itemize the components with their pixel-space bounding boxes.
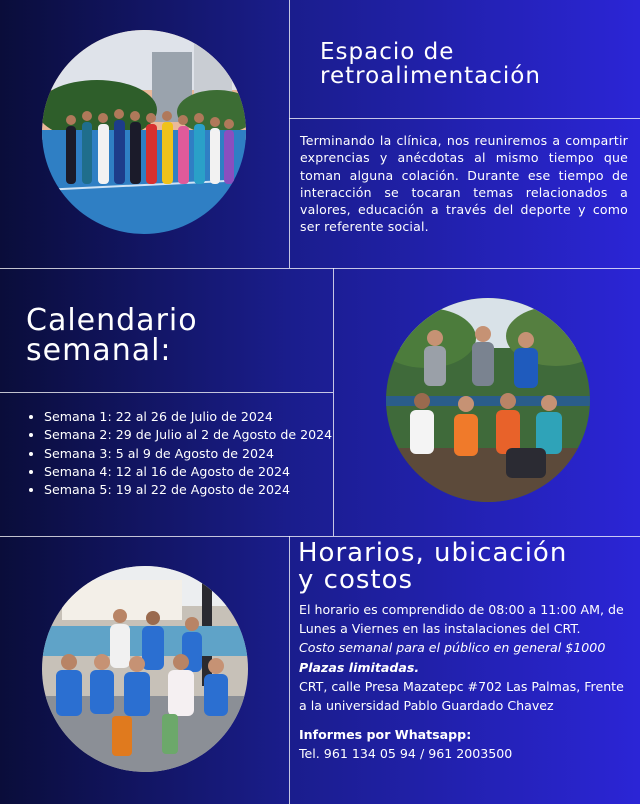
cost-text: Costo semanal para el público en general $1000 bbox=[299, 640, 606, 656]
feedback-title bbox=[320, 40, 620, 88]
divider-section-1 bbox=[0, 268, 640, 269]
info-title-line2: y costos bbox=[298, 565, 414, 596]
spacer bbox=[299, 715, 635, 725]
contact-label: Informes por Whatsapp: bbox=[299, 727, 472, 743]
week-item: • Semana 3: 5 al 9 de Agosto de 2024 bbox=[44, 445, 334, 463]
info-title-line1: Horarios, ubicación bbox=[298, 538, 568, 568]
feedback-title-line2: retroalimentación bbox=[320, 63, 541, 90]
divider-vertical-bottom bbox=[289, 536, 290, 804]
feedback-description: Terminando la clínica, nos reuniremos a compartir exprencias y anécdotas al mismo tiempo que toman alguna colación. Durante ese tiempo de interacción se tocaran temas relacionados a valores, educación a través del deporte y como ser referente social. bbox=[300, 133, 628, 235]
coaches-players-photo bbox=[386, 298, 590, 502]
schedule-text: El horario es comprendido de 08:00 a 11:00 AM, de Lunes a Viernes en las instalaciones del CRT. bbox=[299, 602, 624, 637]
calendar-title bbox=[26, 303, 286, 368]
divider-vertical-top bbox=[289, 0, 290, 268]
calendar-title-line1: Calendario bbox=[26, 303, 198, 338]
week-item: • Semana 1: 22 al 26 de Julio de 2024 bbox=[44, 408, 334, 426]
address-text: CRT, calle Presa Mazatepc #702 Las Palmas, Frente a la universidad Pablo Guardado Chavez bbox=[299, 678, 624, 714]
week-list bbox=[26, 408, 334, 499]
limited-spots-text: Plazas limitadas. bbox=[299, 659, 420, 675]
calendar-title-line2: semanal: bbox=[26, 333, 172, 368]
info-title bbox=[298, 540, 638, 595]
divider-title-calendar bbox=[0, 392, 333, 393]
players-group-photo bbox=[42, 566, 248, 772]
week-item: • Semana 4: 12 al 16 de Agosto de 2024 bbox=[44, 463, 334, 481]
week-item: • Semana 2: 29 de Julio al 2 de Agosto de 2024 bbox=[44, 426, 334, 444]
week-item: • Semana 5: 19 al 22 de Agosto de 2024 bbox=[44, 481, 334, 499]
info-block bbox=[299, 600, 635, 764]
feedback-title-line1: Espacio de bbox=[320, 39, 455, 65]
contact-phones: Tel. 961 134 05 94 / 961 2003500 bbox=[299, 746, 513, 762]
divider-section-2 bbox=[0, 536, 640, 537]
group-photo-court bbox=[42, 30, 246, 234]
divider-title-feedback bbox=[289, 118, 640, 119]
